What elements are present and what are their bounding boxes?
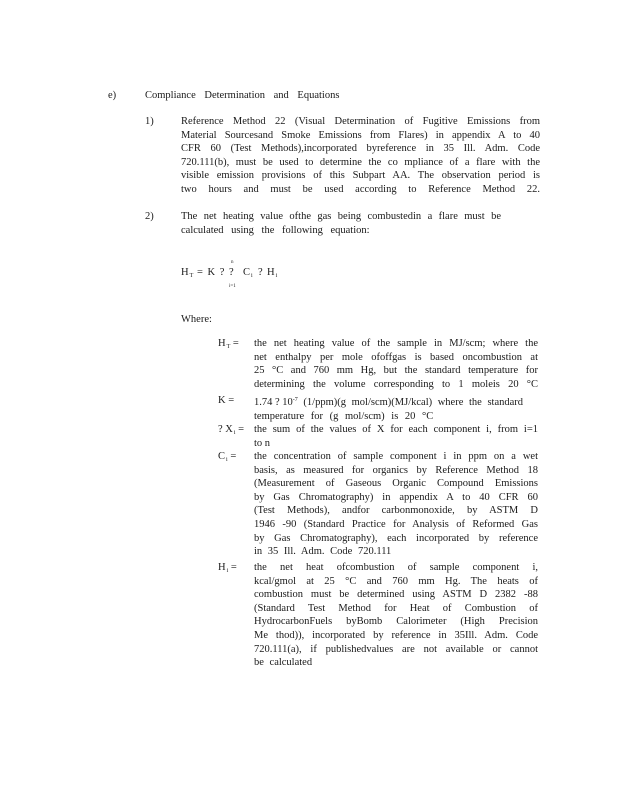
text-line: calculated using the following equation:: [181, 224, 370, 236]
text-line: The net heating value ofthe gas being combustedin a flare must be: [181, 211, 501, 222]
equation-ci: $C_i$: [243, 267, 253, 279]
definition-term: K =: [218, 395, 235, 406]
text-line: CFR 60 (Test Methods),incorporated byreference in 35 Ill. Adm. Code: [181, 143, 540, 155]
item-2-marker: 2): [145, 211, 154, 222]
text-line: 25 °C and 760 mm Hg, but the standard temperature for: [254, 365, 538, 377]
definition-text: [254, 450, 538, 559]
text-line: by Gas Chromatography), each incorporated by reference: [254, 532, 538, 544]
definition-text: [254, 423, 538, 450]
text-line: 1.74 ? $10^{-7}$ (1/ppm)(g mol/scm)(MJ/kcal) where the standard: [254, 397, 524, 408]
text-line: Reference Method 22 (Visual Determination of Fugitive Emissions from: [181, 116, 540, 127]
text-line: HydrocarbonFuels byBomb Calorimeter (High Precision: [254, 616, 538, 628]
text-line: two hours and must be used according to Reference Method 22.: [181, 183, 540, 195]
text-line: (Standard Test Method for Heat of Combustion of: [254, 602, 538, 614]
sum-symbol: ?: [229, 267, 234, 278]
text-line: determining the volume corresponding to 1 moleis 20 °C: [254, 378, 538, 390]
definition-term: ? $X_i$ =: [218, 424, 245, 436]
text-line: kcal/gmol at 25 °C and 760 mm Hg. The heats of: [254, 575, 538, 587]
sum-lower-limit: i=1: [229, 284, 236, 289]
heating-value-equation: [181, 256, 301, 296]
where-label: Where:: [181, 314, 212, 325]
item-1-marker: 1): [145, 116, 154, 127]
definition-term: $H_T$ =: [218, 338, 239, 350]
text-line: in 35 Ill. Adm. Code 720.111: [254, 546, 392, 558]
text-line: 720.111(a), if publishedvalues are not available or cannot: [254, 643, 538, 655]
definition-text: [254, 394, 538, 423]
text-line: net enthalpy per mole ofoffgas is based oncombustion at: [254, 351, 538, 363]
text-line: Material Sourcesand Smoke Emissions from Flares) in appendix A to 40: [181, 129, 540, 141]
item-1-paragraph: [181, 115, 540, 197]
text-line: (Test Methods), andfor carbonmonoxide, by ASTM D: [254, 505, 538, 517]
text-line: the sum of the values of X for each component i, from i=1: [254, 424, 538, 435]
text-line: Me thod)), incorporated by reference in 35Ill. Adm. Code: [254, 629, 538, 641]
text-line: combustion must be determined using ASTM D 2382 -88: [254, 589, 538, 601]
equation-lhs: $H_T$: [181, 267, 194, 279]
definition-text: [254, 561, 538, 670]
section-marker: e): [108, 90, 117, 101]
definition-text: [254, 337, 538, 391]
sum-upper-limit: n: [231, 260, 234, 265]
text-line: by Gas Chromatography) in appendix A to 40 CFR 60: [254, 491, 538, 503]
section-title: Compliance Determination and Equations: [145, 90, 340, 101]
text-line: the net heating value of the sample in MJ/scm; where the: [254, 338, 538, 349]
text-line: visible emission provisions of this Subpart AA. The observation period is: [181, 170, 540, 182]
text-line: basis, as measured for organics by Reference Method 18: [254, 464, 538, 476]
text-line: be calculated: [254, 657, 313, 669]
item-2-paragraph: [181, 210, 501, 237]
text-line: the concentration of sample component i in ppm on a wet: [254, 451, 538, 462]
definition-term: $H_i$ =: [218, 562, 237, 574]
equation-hi: $H_i$: [267, 267, 278, 279]
text-line: temperature for (g mol/scm) is 20 °C: [254, 410, 434, 422]
text-line: the net heat ofcombustion of sample component i,: [254, 562, 538, 573]
text-line: 720.111(b), must be used to determine the co mpliance of a flare with the: [181, 156, 540, 168]
text-line: to n: [254, 437, 271, 449]
equation-equals-k: = K ?: [197, 267, 225, 278]
equation-operator: ?: [258, 267, 263, 278]
definition-term: $C_i$ =: [218, 451, 237, 463]
text-line: 1946 -90 (Standard Practice for Analysis of Reformed Gas: [254, 518, 538, 530]
text-line: (Measurement of Gaseous Organic Compound Emissions: [254, 478, 538, 490]
